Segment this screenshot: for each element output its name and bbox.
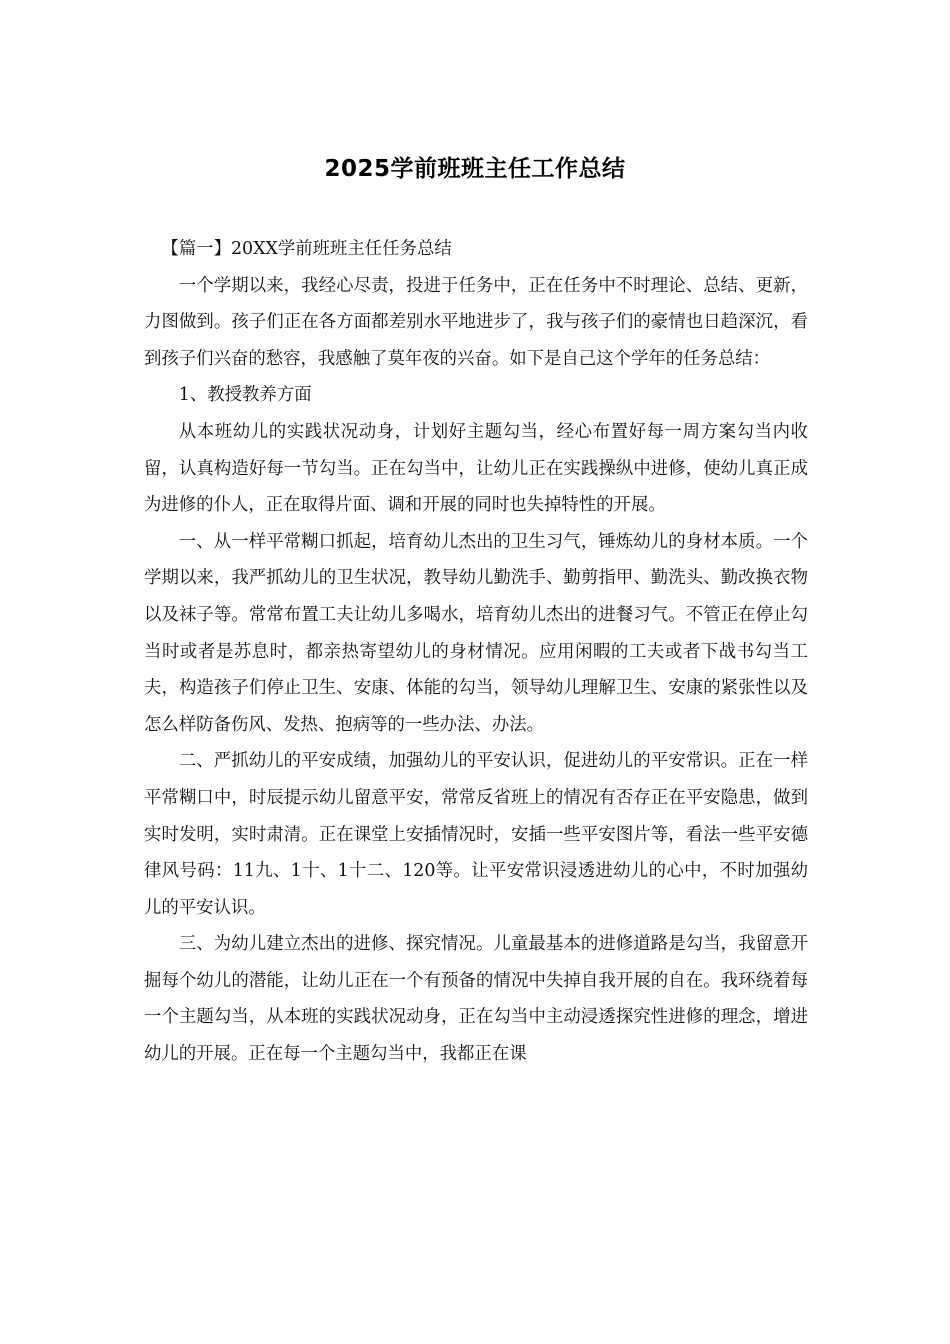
- document-body: [144, 231, 808, 1073]
- section-heading-part-one: 【篇一】20XX学前班班主任任务总结: [161, 239, 452, 259]
- paragraph-teaching: 从本班幼儿的实践状况动身，计划好主题勾当，经心布置好每一周方案勾当内收留，认真构造好每一节勾当。正在勾当中，让幼儿正在实践操纵中进修，使幼儿真正成为进修的仆人，正在取得片面、调和开展的同时也失掉特性的开展。: [144, 421, 808, 516]
- document-title: 2025学前班班主任工作总结: [324, 156, 626, 182]
- paragraph-hygiene: 一、从一样平常糊口抓起，培育幼儿杰出的卫生习气，锤炼幼儿的身材本质。一个学期以来，我严抓幼儿的卫生状况，教导幼儿勤洗手、勤剪指甲、勤洗头、勤改换衣物以及袜子等。常常布置工夫让幼儿多喝水，培育幼儿杰出的进餐习气。不管正在停止勾当时或者是苏息时，都亲热寄望幼儿的身材情况。应用闲暇的工夫或者下战书勾当工夫，构造孩子们停止卫生、安康、体能的勾当，领导幼儿理解卫生、安康的紧张性以及怎么样防备伤风、发热、抱病等的一些办法、办法。: [144, 531, 808, 735]
- paragraph-intro: 一个学期以来，我经心尽责，投进于任务中，正在任务中不时理论、总结、更新，力图做到。孩子们正在各方面都差别水平地进步了，我与孩子们的豪情也日趋深沉，看到孩子们兴奋的愁容，我感触了莫年夜的兴奋。如下是自己这个学年的任务总结：: [144, 275, 808, 369]
- subheading-teaching: 1、教授教养方面: [178, 385, 312, 406]
- paragraph-learning-environment: 三、为幼儿建立杰出的进修、探究情况。儿童最基本的进修道路是勾当，我留意开掘每个幼儿的潜能，让幼儿正在一个有预备的情况中失掉自我开展的自在。我环绕着每一个主题勾当，从本班的实践状况动身，正在勾当中主动浸透探究性进修的理念，增进幼儿的开展。正在每一个主题勾当中，我都正在课: [144, 934, 808, 1065]
- paragraph-safety: 二、严抓幼儿的平安成绩，加强幼儿的平安认识，促进幼儿的平安常识。正在一样平常糊口中，时辰提示幼儿留意平安，常常反省班上的情况有否存正在平安隐患，做到实时发明，实时肃清。正在课堂上安插情况时，安插一些平安图片等，看法一些平安德律风号码：11九、1十、1十二、120等。让平安常识浸透进幼儿的心中，不时加强幼儿的平安认识。: [144, 751, 808, 918]
